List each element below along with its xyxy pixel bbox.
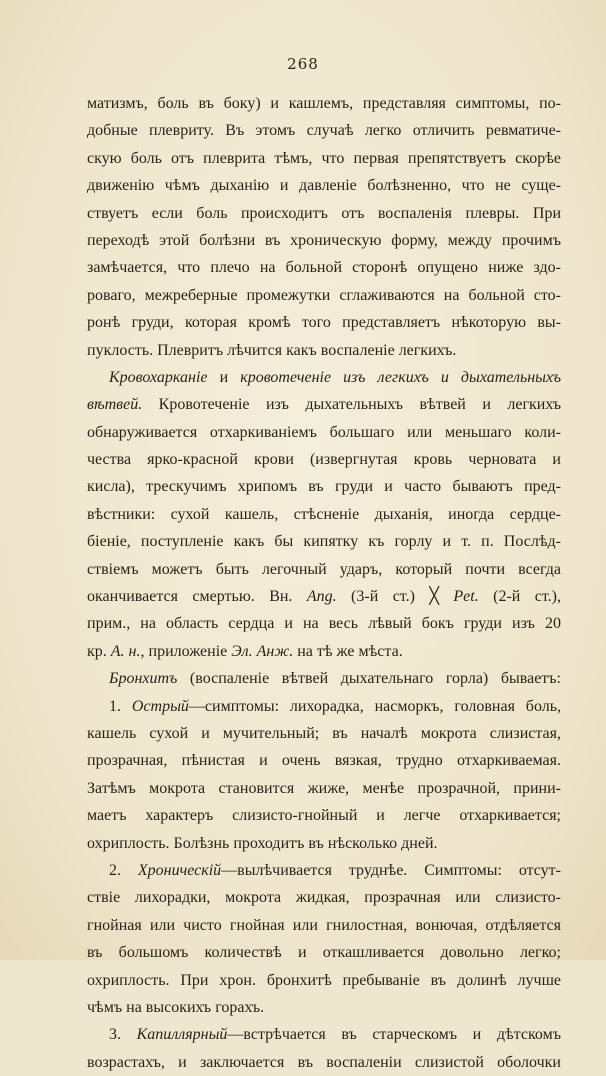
text-segment: ствіе лихорадки, мокрота жидкая, прозрачная или слизисто- — [87, 889, 561, 907]
text-line — [87, 145, 561, 172]
text-line — [87, 556, 561, 583]
text-line — [87, 446, 561, 473]
page-number: 268 — [287, 55, 319, 73]
italic-text: А. н. — [110, 642, 141, 660]
text-segment: —симптомы: лихорадка, насморкъ, головная боль, — [188, 697, 561, 715]
text-line — [87, 117, 561, 144]
text-segment: 1. — [109, 697, 132, 715]
text-line — [87, 172, 561, 199]
text-segment: (3-й ст.) ╳ — [336, 588, 454, 606]
text-segment: Кровотеченіе изъ дыхательныхъ вѣтвей и легкихъ — [142, 396, 561, 414]
italic-text: Капиллярный — [136, 1026, 228, 1044]
text-segment: 3. — [109, 1026, 137, 1044]
text-segment: добные плевриту. Въ этомъ случаѣ легко отличить ревматиче- — [87, 122, 561, 140]
text-line — [87, 501, 561, 528]
text-segment: возрастахъ, и заключается въ воспаленіи слизистой оболочки — [87, 1053, 561, 1071]
text-line — [87, 1049, 561, 1076]
italic-text: Эл. Анж. — [231, 642, 294, 660]
text-segment: роваго, межреберные промежутки сглаживаются на больной сто- — [87, 286, 561, 304]
text-segment: на тѣ же мѣста. — [293, 642, 403, 660]
text-segment: прозрачная, пѣнистая и очень вязкая, трудно отхаркиваемая. — [87, 752, 561, 770]
text-line — [87, 939, 561, 966]
text-line — [87, 473, 561, 500]
italic-text: Ang. — [306, 588, 337, 606]
italic-text: Хроническій — [137, 861, 222, 879]
text-segment: матизмъ, боль въ боку) и кашлемъ, представляя симптомы, по- — [87, 95, 561, 112]
text-segment: Затѣмъ мокрота становится жиже, менѣе прозрачной, прини- — [87, 779, 561, 797]
text-segment: пуклость. Плевритъ лѣчится какъ воспаленіе легкихъ. — [87, 341, 457, 359]
text-segment: скую боль отъ плеврита тѣмъ, что первая препятствуетъ скорѣе — [87, 149, 561, 167]
text-segment: кашель сухой и мучительный; въ началѣ мокрота слизистая, — [87, 724, 561, 742]
text-line — [87, 583, 561, 610]
text-segment: оканчивается смертью. Вн. — [87, 588, 307, 606]
text-segment: 2. — [109, 861, 138, 879]
text-line — [87, 364, 561, 391]
text-line — [87, 638, 561, 665]
text-line — [87, 227, 561, 254]
text-segment: кисла), трескучимъ хрипомъ въ груди и часто бываютъ пред- — [87, 478, 561, 496]
text-line — [87, 720, 561, 747]
text-line — [87, 282, 561, 309]
text-segment: замѣчается, что плечо на больной сторонѣ опущено ниже здо- — [87, 259, 561, 277]
italic-text: Острый — [131, 697, 189, 715]
text-segment: переходѣ этой болѣзни въ хроническую форму, между прочимъ — [87, 231, 561, 249]
text-segment: кр. — [87, 642, 111, 660]
text-line — [87, 391, 561, 418]
text-segment: прим., на область сердца и на весь лѣвый бокъ груди изъ 20 — [87, 615, 561, 633]
text-line — [87, 967, 561, 994]
text-segment: біеніе, поступленіе какъ бы кипятку къ горлу и т. п. Послѣд- — [87, 533, 561, 551]
text-line — [87, 337, 561, 364]
text-line — [87, 747, 561, 774]
italic-text: Бронхитъ — [109, 670, 178, 688]
italic-text: вѣтвей. — [87, 396, 143, 414]
text-segment: вѣстники: сухой кашель, стѣсненіе дыханія, иногда сердце- — [87, 505, 561, 523]
text-line — [87, 802, 561, 829]
text-line — [87, 912, 561, 939]
text-segment: чества ярко-красной крови (извергнутая кровь черновата и — [87, 451, 561, 469]
text-line — [87, 90, 561, 117]
text-segment: охриплость. Болѣзнь проходитъ въ нѣсколько дней. — [87, 834, 438, 852]
text-line — [87, 528, 561, 555]
text-segment: охриплость. При хрон. бронхитѣ пребываніе въ долинѣ лучше — [87, 971, 561, 989]
text-line — [87, 200, 561, 227]
text-line — [87, 884, 561, 911]
italic-text: Кровохарканіе — [109, 368, 208, 386]
text-line — [87, 610, 561, 637]
text-line — [87, 665, 561, 692]
text-segment: ронѣ груди, которая кромѣ того представляетъ нѣкоторую вы- — [87, 314, 561, 332]
text-segment: —встрѣчается въ старческомъ и дѣтскомъ — [227, 1026, 561, 1044]
text-line — [87, 693, 561, 720]
italic-text: Pet. — [453, 588, 479, 606]
text-segment: гнойная или чисто гнойная или гнилостная, вонючая, отдѣляется — [87, 916, 561, 934]
italic-text: кровотеченіе изъ легкихъ и дыхательныхъ — [240, 368, 561, 386]
text-segment: чѣмъ на высокихъ горахъ. — [87, 998, 265, 1016]
text-segment: ствуетъ если боль происходитъ отъ воспаленія плевры. При — [87, 204, 561, 222]
text-segment: (воспаленіе вѣтвей дыхательнаго горла) бываетъ: — [177, 670, 561, 688]
text-segment: движенію чѣмъ дыханію и давленіе болѣзненно, что не суще- — [87, 177, 561, 195]
text-line — [87, 1021, 561, 1048]
text-line — [87, 254, 561, 281]
text-segment: ствіемъ можетъ быть легочный ударъ, который почти всегда — [87, 560, 561, 578]
text-line — [87, 775, 561, 802]
text-line — [87, 419, 561, 446]
text-line — [87, 994, 561, 1021]
text-segment: въ большомъ количествѣ и откашливается довольно легко; — [87, 944, 561, 962]
text-segment: маетъ характеръ слизисто-гнойный и легче отхаркивается; — [87, 807, 561, 825]
text-segment: обнаруживается отхаркиваніемъ большаго или меньшаго коли- — [87, 423, 561, 441]
text-segment: —вылѣчивается труднѣе. Симптомы: отсут- — [221, 861, 561, 879]
text-segment: (2-й ст.), — [478, 588, 561, 606]
text-line — [87, 830, 561, 857]
body-text — [87, 90, 561, 1076]
text-segment: и — [207, 368, 241, 386]
text-line — [87, 309, 561, 336]
text-line — [87, 857, 561, 884]
text-segment: , приложеніе — [140, 642, 232, 660]
